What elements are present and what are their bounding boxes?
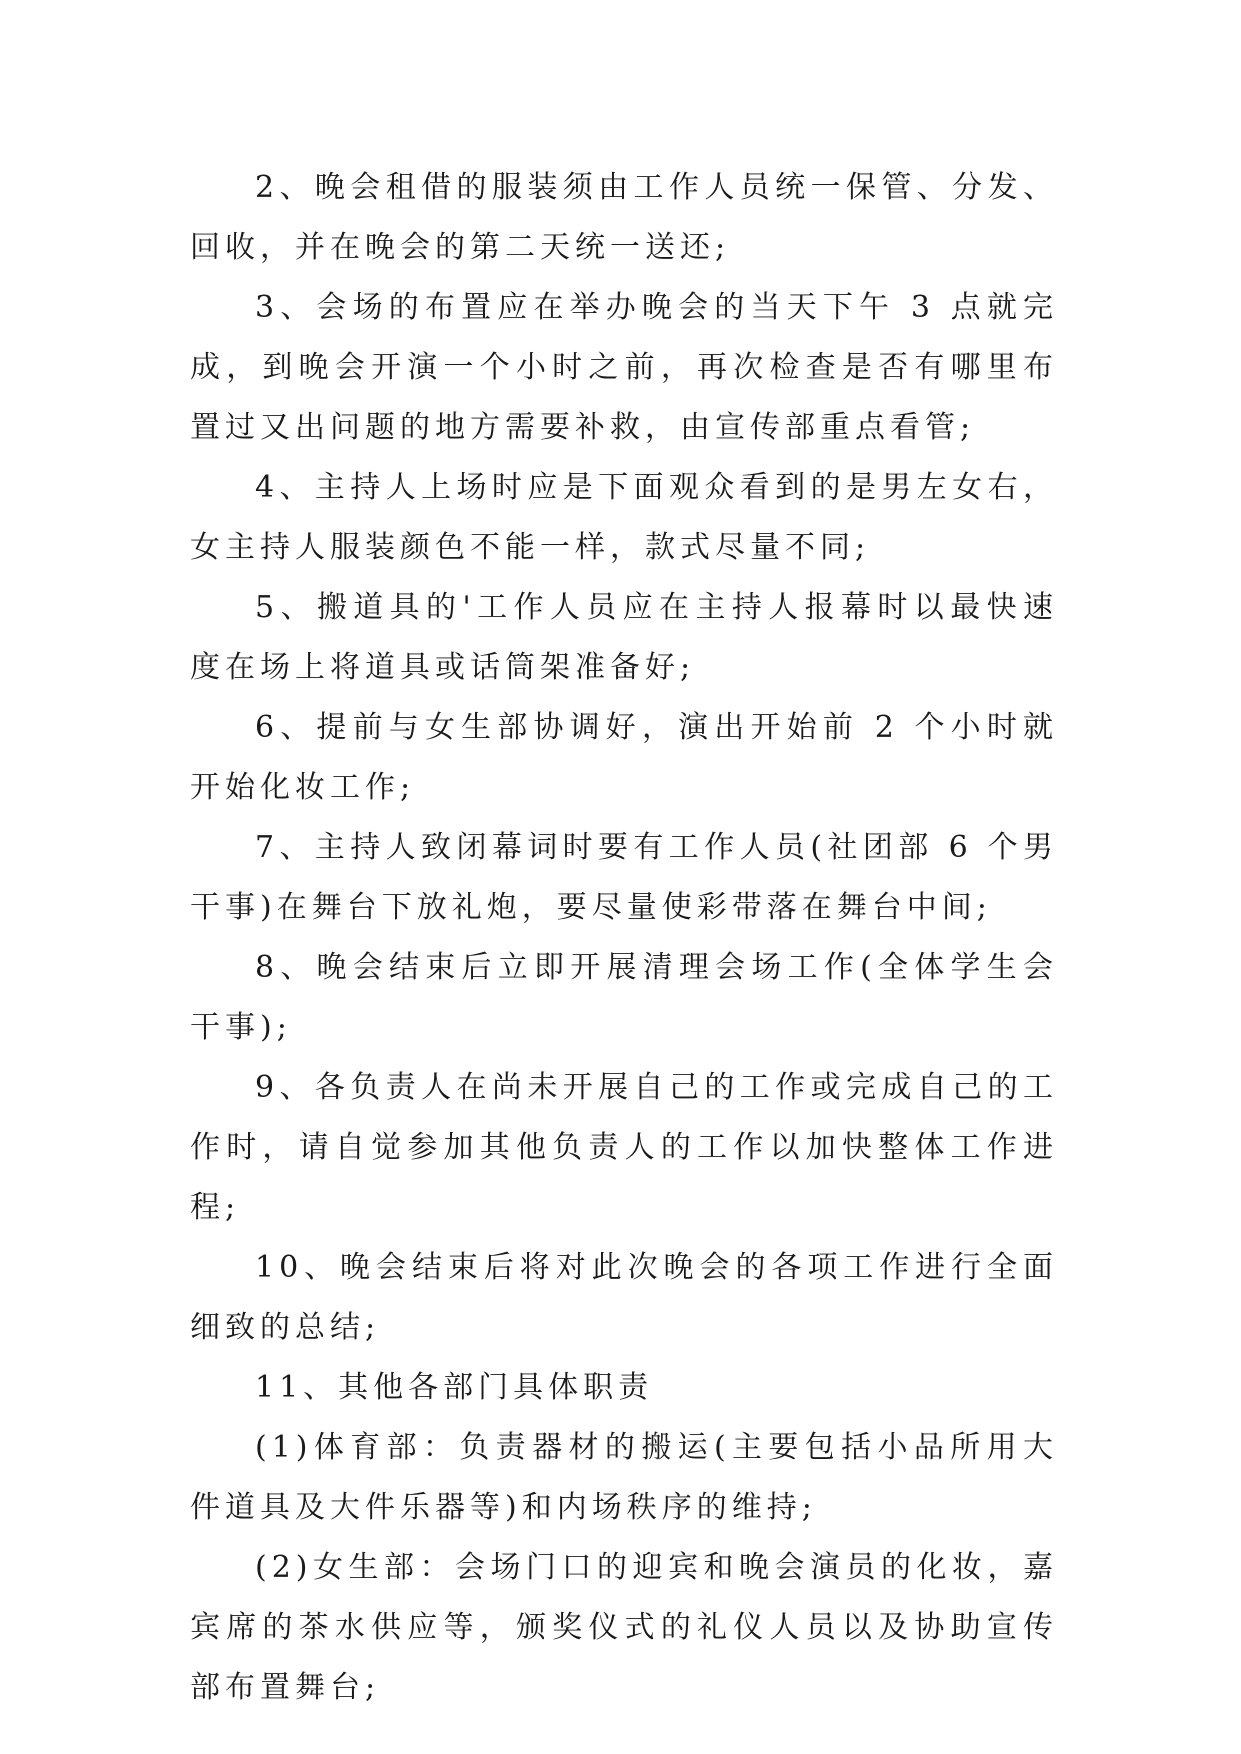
paragraph-sub-item-2: (2)女生部：会场门口的迎宾和晚会演员的化妆，嘉宾席的茶水供应等，颁奖仪式的礼仪人员以及协助宣传部布置舞台; (190, 1550, 1058, 1705)
paragraph-item-9: 9、各负责人在尚未开展自己的工作或完成自己的工作时，请自觉参加其他负责人的工作以加快整体工作进程; (190, 1070, 1058, 1225)
paragraph-item-5: 5、搬道具的'工作人员应在主持人报幕时以最快速度在场上将道具或话筒架准备好; (190, 590, 1058, 685)
paragraph-item-11-heading: 11、其他各部门具体职责 (255, 1370, 654, 1405)
paragraph-item-4: 4、主持人上场时应是下面观众看到的是男左女右，女主持人服装颜色不能一样，款式尽量不同; (190, 470, 1058, 565)
document-body (190, 158, 1058, 1718)
paragraph-item-6: 6、提前与女生部协调好，演出开始前 2 个小时就开始化妆工作; (190, 710, 1058, 805)
paragraph-item-8: 8、晚会结束后立即开展清理会场工作(全体学生会干事); (190, 950, 1058, 1045)
paragraph-item-7: 7、主持人致闭幕词时要有工作人员(社团部 6 个男干事)在舞台下放礼炮，要尽量使彩带落在舞台中间; (190, 830, 1058, 925)
paragraph-item-3: 3、会场的布置应在举办晚会的当天下午 3 点就完成，到晚会开演一个小时之前，再次检查是否有哪里布置过又出问题的地方需要补救，由宣传部重点看管; (190, 290, 1058, 445)
paragraph-sub-item-1: (1)体育部：负责器材的搬运(主要包括小品所用大件道具及大件乐器等)和内场秩序的维持; (190, 1430, 1058, 1525)
paragraph-item-10: 10、晚会结束后将对此次晚会的各项工作进行全面细致的总结; (190, 1250, 1058, 1345)
paragraph-item-2: 2、晚会租借的服装须由工作人员统一保管、分发、回收，并在晚会的第二天统一送还; (190, 170, 1058, 265)
